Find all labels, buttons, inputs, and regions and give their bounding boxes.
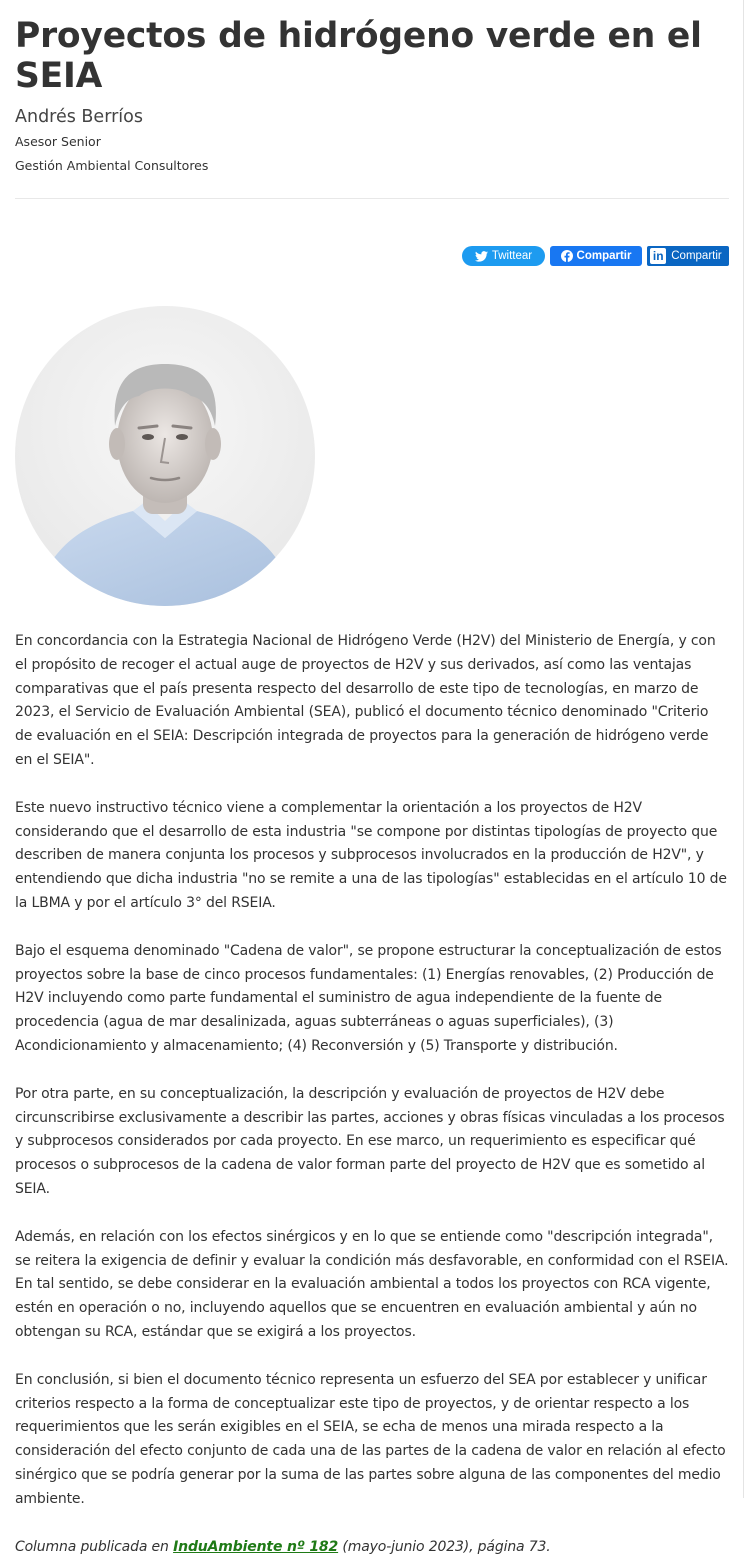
- source-note: [15, 1536, 729, 1559]
- source-suffix: (mayo-junio 2023), página 73.: [338, 1539, 550, 1555]
- article-body: [15, 630, 729, 1559]
- linkedin-icon: in: [650, 248, 666, 264]
- facebook-share-button[interactable]: [550, 246, 642, 266]
- header-divider: [15, 198, 729, 199]
- linkedin-share-label: Compartir: [671, 250, 721, 262]
- page-edge-line: [743, 0, 744, 1498]
- twitter-share-label: Twittear: [492, 250, 532, 262]
- facebook-share-label: Compartir: [577, 250, 632, 262]
- article-title: Proyectos de hidrógeno verde en el SEIA: [15, 16, 729, 96]
- article-paragraph: Además, en relación con los efectos sinérgicos y en lo que se entiende como "descripción integrada", se reitera la exigencia de definir y evaluar la condición más desfavorable, en conformidad con el RSEIA. En tal sentido, se debe considerar en la evaluación ambiental a todos los proyectos con RCA vigente, estén en operación o no, incluyendo aquellos que se encuentren en evaluación ambiental y aún no obtengan su RCA, estándar que se exigirá a los proyectos.: [15, 1226, 729, 1345]
- article-paragraph: En conclusión, si bien el documento técnico representa un esfuerzo del SEA por establecer y unificar criterios respecto a la forma de conceptualizar este tipo de proyectos, y de orientar respecto a los requerimientos que les serán exigibles en el SEIA, se echa de menos una mirada respecto a la consideración del efecto conjunto de cada una de las partes de la cadena de valor en relación al efecto sinérgico que se podría generar por la suma de las partes sobre alguna de las componentes del medio ambiente.: [15, 1369, 729, 1512]
- linkedin-share-button[interactable]: [647, 246, 729, 266]
- article-paragraph: Por otra parte, en su conceptualización, la descripción y evaluación de proyectos de H2V debe circunscribirse exclusivamente a describir las partes, acciones y obras físicas vinculadas a los procesos y subprocesos considerados por cada proyecto. En ese marco, un requerimiento es especificar qué procesos o subprocesos de la cadena de valor forman parte del proyecto de H2V que es sometido al SEIA.: [15, 1083, 729, 1202]
- twitter-share-button[interactable]: [462, 246, 545, 266]
- article-paragraph: En concordancia con la Estrategia Nacional de Hidrógeno Verde (H2V) del Ministerio de Energía, y con el propósito de recoger el actual auge de proyectos de H2V y sus derivados, así como las ventajas comparativas que el país presenta respecto del desarrollo de este tipo de tecnologías, en marzo de 2023, el Servicio de Evaluación Ambiental (SEA), publicó el documento técnico denominado "Criterio de evaluación en el SEIA: Descripción integrada de proyectos para la generación de hidrógeno verde en el SEIA".: [15, 630, 729, 773]
- article-paragraph: Este nuevo instructivo técnico viene a complementar la orientación a los proyectos de H2V considerando que el desarrollo de esta industria "se compone por distintas tipologías de proyecto que describen de manera conjunta los procesos y subprocesos involucrados en la producción de H2V", y entendiendo que dicha industria "no se remite a una de las tipologías" establecidas en el artículo 10 de la LBMA y por el artículo 3° del RSEIA.: [15, 797, 729, 916]
- author-role: Asesor Senior: [15, 133, 101, 151]
- author-company: Gestión Ambiental Consultores: [15, 157, 208, 175]
- facebook-icon: [561, 250, 573, 262]
- source-prefix: Columna publicada en: [15, 1539, 173, 1555]
- induambiente-link[interactable]: InduAmbiente nº 182: [173, 1539, 338, 1555]
- author-name: Andrés Berríos: [15, 105, 143, 129]
- article-paragraph: Bajo el esquema denominado "Cadena de valor", se propone estructurar la conceptualización de estos proyectos sobre la base de cinco procesos fundamentales: (1) Energías renovables, (2) Producción de H2V incluyendo como parte fundamental el suministro de agua independiente de la fuente de procedencia (agua de mar desalinizada, aguas subterráneas o aguas superficiales), (3) Acondicionamiento y almacenamiento; (4) Reconversión y (5) Transporte y distribución.: [15, 940, 729, 1059]
- twitter-bird-icon: [475, 251, 488, 262]
- author-portrait: [15, 306, 315, 606]
